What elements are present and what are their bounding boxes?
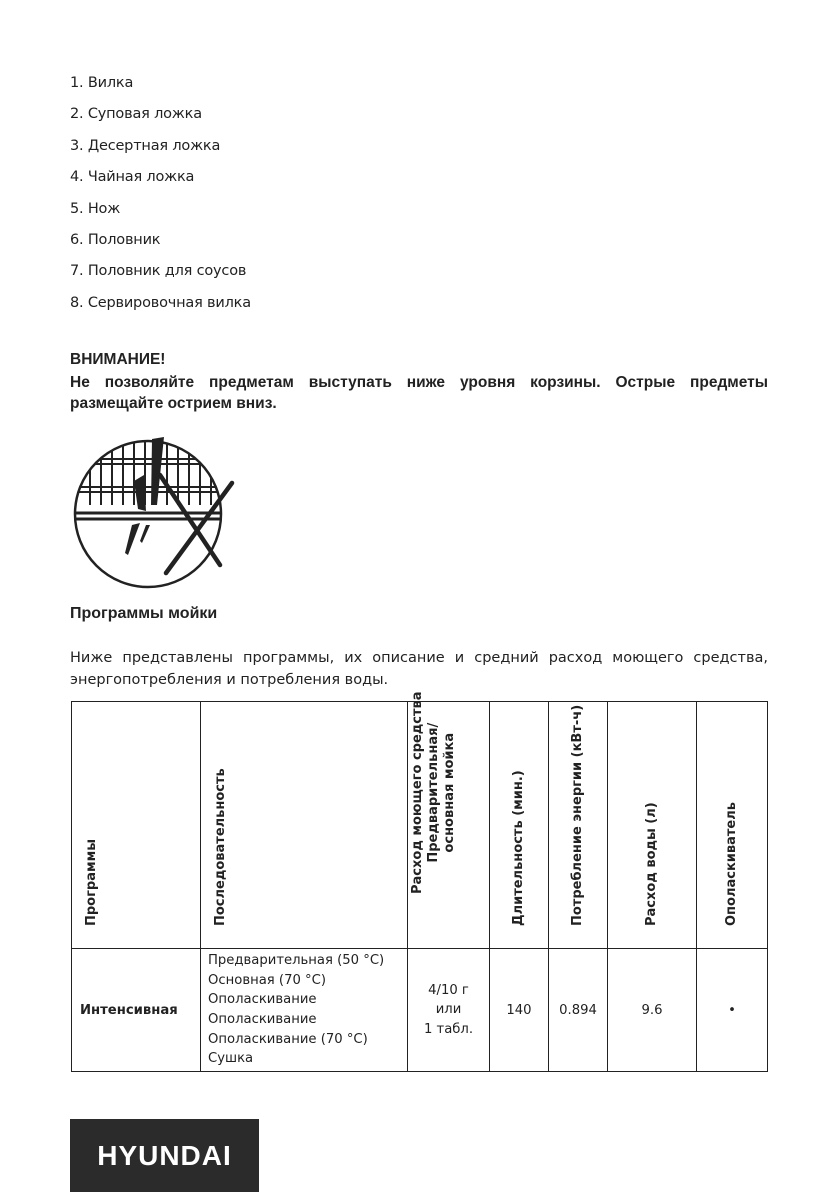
header-duration [490,702,549,949]
sequence-step: Основная (70 °C) [208,972,326,988]
sequence-step: Ополаскивание [208,992,317,1008]
intro-paragraph: Ниже представлены программы, их описание и средний расход моющего средства, энергопотребления и потребления воды. [70,650,768,688]
cell-program: Интенсивная [72,949,201,1072]
header-detergent-line-1: Расход моющего средства [410,691,425,894]
list-item: 3. Десертная ложка [70,137,221,154]
cell-rinse: • [697,949,768,1072]
sequence-step: Предварительная (50 °C) [208,953,385,969]
list-item: 4. Чайная ложка [70,169,195,186]
table-header-row [72,702,768,949]
list-item: 8. Сервировочная вилка [70,294,251,311]
header-energy [549,702,608,949]
cell-energy: 0.894 [549,949,608,1072]
header-energy-label: Потребление энергии (кВт-ч) [570,704,585,926]
list-item: 6. Половник [70,231,161,248]
detergent-line-1: 4/10 г [428,982,469,998]
header-detergent-label [410,691,458,894]
header-water [608,702,697,949]
sequence-step: Сушка [208,1051,254,1067]
header-duration-label: Длительность (мин.) [511,770,526,926]
detergent-line-3: 1 табл. [423,1021,474,1037]
cutlery-list [70,68,251,319]
cell-sequence [201,949,408,1072]
list-item: 7. Половник для соусов [70,263,247,280]
sharp-items-basket-illustration [70,425,260,600]
list-item: 2. Суповая ложка [70,106,202,123]
header-sequence-label: Последовательность [213,768,228,926]
table-row [72,949,768,1072]
detergent-line-2: или [435,1002,462,1018]
hyundai-logo: HYUNDAI [70,1119,259,1192]
sequence-step: Ополаскивание (70 °C) [208,1031,368,1047]
warning-text: Не позволяйте предметам выступать ниже уровня корзины. Острые предметы размещайте острием вниз. [70,374,768,412]
warning-title: ВНИМАНИЕ! [70,351,166,368]
header-detergent-line-3: основная мойка [442,732,457,853]
header-programs-label: Программы [84,839,99,926]
header-sequence [201,702,408,949]
cell-water: 9.6 [608,949,697,1072]
header-programs [72,702,201,949]
cell-detergent [408,949,490,1072]
cell-duration: 140 [490,949,549,1072]
sequence-step: Ополаскивание [208,1012,317,1027]
section-title: Программы мойки [70,605,218,622]
header-rinse-label: Ополаскиватель [724,802,739,926]
programs-table [71,691,768,1072]
list-item: 5. Нож [70,200,121,217]
header-detergent-line-2: Предварительная/ [426,722,441,863]
header-detergent [408,691,490,949]
list-item: 1. Вилка [70,75,134,91]
header-rinse [697,702,768,949]
header-water-label: Расход воды (л) [644,802,659,926]
